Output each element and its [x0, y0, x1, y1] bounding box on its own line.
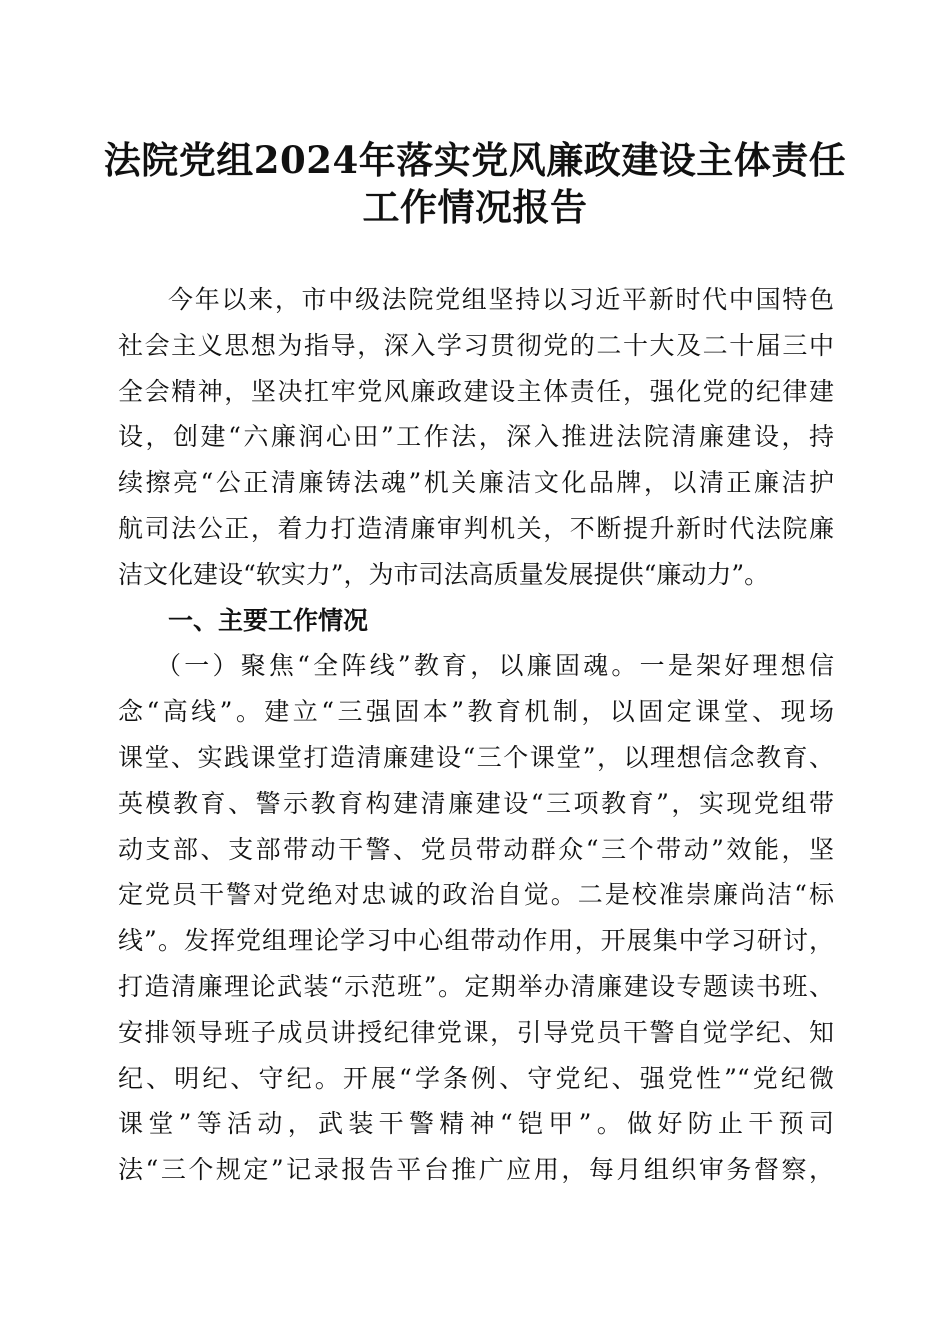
document-body — [118, 277, 834, 1193]
paragraph-line: （一）聚焦“全阵线”教育，以廉固魂。一是架好理想信 — [156, 651, 834, 681]
section-heading: 一、主要工作情况 — [168, 605, 369, 635]
paragraph-line: 续擦亮“公正清廉铸法魂”机关廉洁文化品牌，以清正廉洁护 — [118, 468, 834, 498]
paragraph-line: 定党员干警对党绝对忠诚的政治自觉。二是校准崇廉尚洁“标 — [118, 880, 834, 910]
paragraph-line: 航司法公正，着力打造清廉审判机关，不断提升新时代法院廉 — [118, 513, 834, 543]
paragraph-line: 全会精神，坚决扛牢党风廉政建设主体责任，强化党的纪律建 — [118, 376, 834, 406]
document-title-line-1: 法院党组2024年落实党风廉政建设主体责任 — [103, 138, 847, 182]
paragraph-line: 设，创建“六廉润心田”工作法，深入推进法院清廉建设，持 — [118, 422, 834, 452]
paragraph-line: 纪、明纪、守纪。开展“学条例、守党纪、强党性”“党纪微 — [118, 1063, 834, 1093]
paragraph-line: 线”。发挥党组理论学习中心组带动作用，开展集中学习研讨， — [118, 926, 834, 956]
paragraph-line: 英模教育、警示教育构建清廉建设“三项教育”，实现党组带 — [118, 788, 834, 818]
paragraph-line: 安排领导班子成员讲授纪律党课，引导党员干警自觉学纪、知 — [118, 1017, 834, 1047]
paragraph-line: 动支部、支部带动干警、党员带动群众“三个带动”效能，坚 — [118, 834, 834, 864]
paragraph-line: 今年以来，市中级法院党组坚持以习近平新时代中国特色 — [168, 285, 834, 314]
paragraph-line: 念“高线”。建立“三强固本”教育机制，以固定课堂、现场 — [118, 697, 834, 727]
paragraph-line: 打造清廉理论武装“示范班”。定期举办清廉建设专题读书班、 — [118, 971, 834, 1001]
paragraph-line: 课堂、实践课堂打造清廉建设“三个课堂”，以理想信念教育、 — [118, 742, 834, 772]
paragraph-line: 社会主义思想为指导，深入学习贯彻党的二十大及二十届三中 — [118, 330, 834, 360]
document-title-line-2: 工作情况报告 — [362, 185, 588, 229]
paragraph-line: 课堂”等活动，武装干警精神“铠甲”。做好防止干预司 — [118, 1109, 834, 1139]
paragraph-line: 洁文化建设“软实力”，为市司法高质量发展提供“廉动力”。 — [118, 559, 770, 589]
paragraph-line: 法“三个规定”记录报告平台推广应用，每月组织审务督察， — [118, 1155, 834, 1185]
